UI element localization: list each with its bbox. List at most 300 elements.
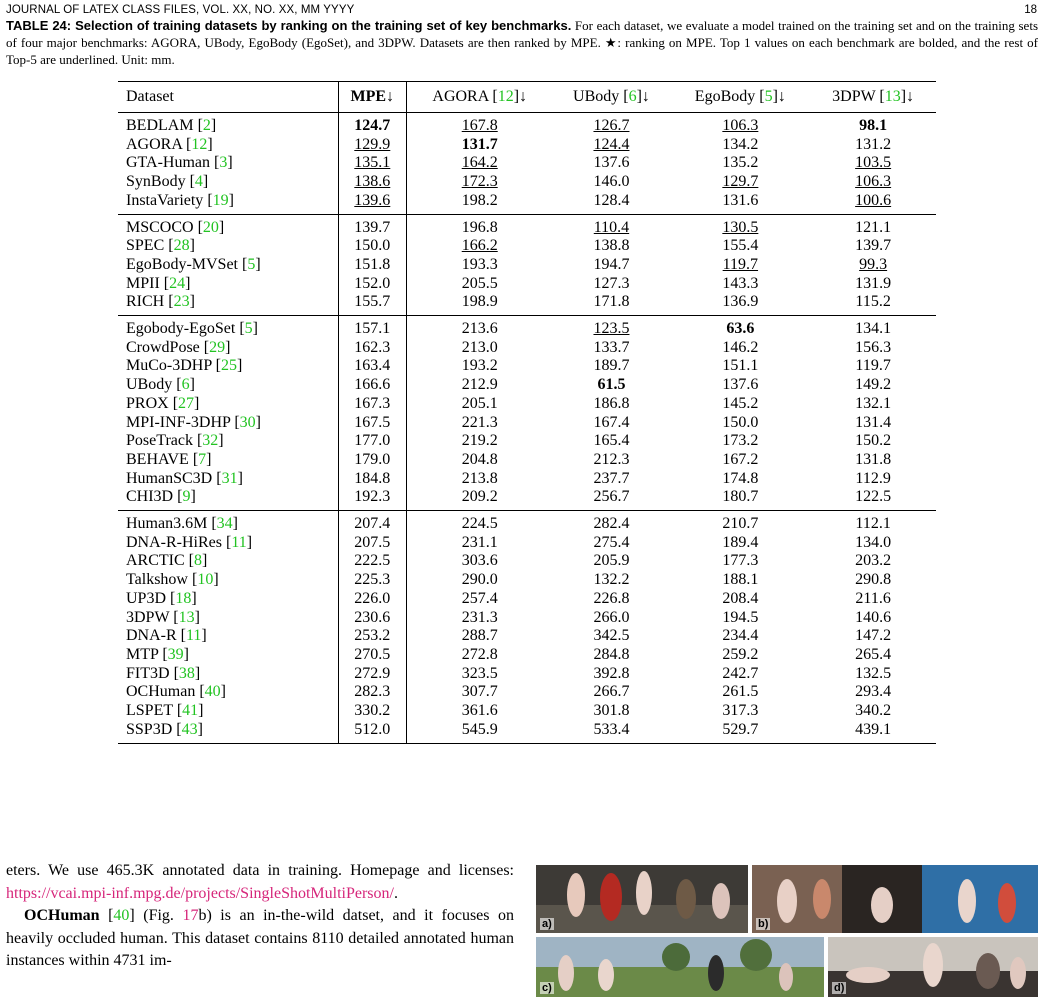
table-row [118,702,936,721]
metric-value: 129.7 [722,173,759,191]
metric-value: 131.4 [855,413,892,431]
citation-link[interactable]: 6 [181,376,190,394]
value-cell [670,646,810,665]
dataset-name: CHI3D [126,488,174,506]
value-cell [406,683,552,702]
metric-value: 212.3 [593,450,630,468]
figure-link[interactable]: 17 [182,907,199,924]
value-cell [810,432,936,451]
value-cell [810,237,936,256]
value-cell [338,590,406,609]
metric-value: 157.1 [354,320,391,338]
value-cell [670,136,810,155]
metric-value: 149.2 [855,376,892,394]
dataset-name: UBody [126,376,173,394]
figure-panel-b [752,865,1038,933]
dataset-name: MPI-INF-3DHP [126,413,231,431]
metric-value: 213.6 [461,320,498,338]
metric-value: 166.6 [354,376,391,394]
value-cell [552,339,670,358]
citation-link[interactable]: 34 [216,515,233,533]
metric-value: 110.4 [593,218,630,236]
table-group [118,113,936,215]
metric-value: 256.7 [593,488,630,506]
page-number: 18 [1024,4,1037,16]
sort-arrow: ]↓ [513,88,528,105]
metric-value: 205.5 [461,274,498,292]
citation-link[interactable]: 38 [178,664,195,682]
value-cell [406,214,552,237]
value-cell [670,154,810,173]
table-row [118,214,936,237]
value-cell [552,154,670,173]
metric-value: 162.3 [354,338,391,356]
value-cell [810,702,936,721]
metric-value: 103.5 [855,154,892,172]
value-cell [338,432,406,451]
table-row [118,136,936,155]
table-row [118,511,936,534]
dataset-name-cell: InstaVariety [19] [118,192,338,214]
citation-link[interactable]: 4 [194,173,203,191]
metric-value: 211.6 [855,589,891,607]
dataset-name-cell: MPI-INF-3DHP [30] [118,414,338,433]
dataset-name: MTP [126,645,159,663]
citation-link[interactable]: 43 [181,720,198,738]
citation-link[interactable]: 12 [497,88,514,105]
table-row [118,113,936,136]
citation-link[interactable]: 5 [764,88,773,105]
metric-value: 301.8 [593,702,630,720]
metric-value: 266.0 [593,608,630,626]
value-cell [552,357,670,376]
metric-value: 173.2 [722,432,759,450]
table-row [118,721,936,743]
metric-value: 140.6 [855,608,892,626]
value-cell [552,214,670,237]
value-cell [338,339,406,358]
table-row [118,646,936,665]
value-cell [810,316,936,339]
citation-link[interactable]: 12 [191,135,208,153]
dataset-name: OCHuman [126,683,196,701]
value-cell [810,609,936,628]
table-row [118,154,936,173]
metric-value: 194.5 [722,608,759,626]
value-cell [338,451,406,470]
dataset-name: UP3D [126,589,167,607]
metric-value: 134.1 [855,320,892,338]
citation-link[interactable]: 19 [212,191,229,209]
metric-value: 171.8 [593,293,630,311]
column-header-name: Dataset [126,88,174,105]
metric-value: 135.1 [354,154,391,172]
metric-value: 119.7 [855,357,891,375]
value-cell [338,414,406,433]
citation-link[interactable]: 11 [186,627,202,645]
value-cell [552,683,670,702]
citation-link[interactable]: 2 [202,117,211,134]
value-cell [552,173,670,192]
metric-value: 284.8 [593,645,630,663]
value-cell [810,256,936,275]
dataset-name-cell: MSCOCO [20] [118,214,338,237]
column-header [552,82,670,113]
metric-value: 106.3 [722,117,759,134]
dataset-name-cell: Talkshow [10] [118,571,338,590]
dataset-name-cell: SSP3D [43] [118,721,338,743]
metric-value: 172.3 [461,173,498,191]
value-cell [810,113,936,136]
metric-value: 138.8 [593,237,630,255]
metric-value: 122.5 [855,488,892,506]
dataset-name-cell: SynBody [4] [118,173,338,192]
dataset-name-cell: ARCTIC [8] [118,552,338,571]
value-cell [810,534,936,553]
table-row [118,627,936,646]
value-cell [552,646,670,665]
panel-label: a) [542,918,552,930]
metric-value: 272.8 [461,645,498,663]
value-cell [670,256,810,275]
dataset-name-cell: Human3.6M [34] [118,511,338,534]
value-cell [338,395,406,414]
citation-link[interactable]: 28 [173,237,190,255]
citation-link[interactable]: 20 [202,218,219,236]
dataset-name: Human3.6M [126,515,208,533]
metric-value: 131.9 [855,274,892,292]
metric-value: 151.8 [354,255,391,273]
value-cell [338,192,406,214]
metric-value: 112.1 [855,515,891,533]
citation-link[interactable]: 5 [247,255,256,273]
dataset-name-cell: DNA-R-HiRes [11] [118,534,338,553]
dataset-name: BEDLAM [126,117,194,134]
value-cell [552,590,670,609]
metric-value: 330.2 [354,702,391,720]
panel-b-image [752,865,1038,933]
value-cell [670,571,810,590]
value-cell [406,192,552,214]
metric-value: 123.5 [593,320,630,338]
table-row [118,552,936,571]
sort-arrow: ↓ [386,88,395,105]
metric-value: 209.2 [461,488,498,506]
value-cell [670,552,810,571]
column-header-name: UBody [ [573,88,629,105]
value-cell [810,683,936,702]
metric-value: 226.8 [593,589,630,607]
metric-value: 193.2 [461,357,498,375]
value-cell [670,721,810,743]
citation-link[interactable]: 40 [113,907,130,924]
citation-link[interactable]: 8 [194,552,202,570]
citation-link[interactable]: 25 [220,357,237,375]
value-cell [670,590,810,609]
metric-value: 219.2 [461,432,498,450]
metric-value: 242.7 [722,664,759,682]
value-cell [552,275,670,294]
metric-value: 303.6 [461,552,498,570]
metric-value: 131.6 [722,191,759,209]
panel-label: d) [834,982,845,994]
metric-value: 207.4 [354,515,391,533]
metric-value: 167.3 [354,394,391,412]
metric-value: 138.6 [354,173,391,191]
value-cell [406,590,552,609]
sort-arrow: ]↓ [636,88,650,105]
value-cell [670,339,810,358]
value-cell [810,552,936,571]
column-header [338,82,406,113]
citation-link[interactable]: 30 [239,413,256,431]
metric-value: 361.6 [461,702,498,720]
value-cell [406,488,552,510]
metric-value: 512.0 [354,720,391,738]
value-cell [810,357,936,376]
metric-value: 139.7 [855,237,892,255]
metric-value: 439.1 [855,720,892,738]
metric-value: 392.8 [593,664,630,682]
metric-value: 130.5 [722,218,759,236]
table-row [118,376,936,395]
citation-link[interactable]: 32 [202,432,219,450]
citation-link[interactable]: 27 [178,394,195,412]
column-header-name: MPE [350,88,387,105]
dataset-name-cell: HumanSC3D [31] [118,470,338,489]
dataset-name-cell: RICH [23] [118,293,338,315]
value-cell [338,136,406,155]
metric-value: 128.4 [593,191,630,209]
dataset-name-cell: MPII [24] [118,275,338,294]
value-cell [670,357,810,376]
value-cell [810,646,936,665]
column-header-name: 3DPW [ [832,88,885,105]
metric-value: 323.5 [461,664,498,682]
citation-link[interactable]: 13 [884,88,901,105]
value-cell [670,665,810,684]
value-cell [338,627,406,646]
value-cell [406,702,552,721]
value-cell [406,432,552,451]
dataset-name-cell: OCHuman [40] [118,683,338,702]
dataset-name: RICH [126,293,165,311]
metric-value: 156.3 [855,338,892,356]
table-group [118,214,936,316]
value-cell [338,511,406,534]
metric-value: 340.2 [855,702,892,720]
metric-value: 198.9 [461,293,498,311]
value-cell [810,721,936,743]
value-cell [670,293,810,315]
value-cell [810,414,936,433]
value-cell [406,395,552,414]
metric-value: 100.6 [855,191,892,209]
metric-value: 225.3 [354,571,391,589]
dataset-name-cell: UP3D [18] [118,590,338,609]
dataset-name-cell: PROX [27] [118,395,338,414]
value-cell [338,214,406,237]
value-cell [670,627,810,646]
citation-link[interactable]: 40 [204,683,221,701]
citation-link[interactable]: 6 [628,88,637,105]
citation-link[interactable]: 5 [244,320,253,338]
metric-value: 99.3 [859,255,888,273]
metric-value: 545.9 [461,720,498,738]
homepage-link[interactable]: https://vcai.mpi-inf.mpg.de/projects/SingleShotMultiPerson/ [6,884,394,902]
value-cell [338,293,406,315]
dataset-name: InstaVariety [126,191,204,209]
value-cell [552,237,670,256]
paragraph-text: eters. We use 465.3K annotated data in training. Homepage and licenses: [6,862,514,879]
citation-link[interactable]: 23 [173,293,190,311]
metric-value: 194.7 [593,255,630,273]
metric-value: 163.4 [354,357,391,375]
value-cell [552,534,670,553]
table-row [118,395,936,414]
value-cell [338,113,406,136]
citation-link[interactable]: 11 [231,533,247,551]
metric-value: 136.9 [722,293,759,311]
value-cell [406,173,552,192]
value-cell [552,113,670,136]
dataset-name: SPEC [126,237,165,255]
value-cell [810,136,936,155]
citation-link[interactable]: 29 [209,338,226,356]
value-cell [670,237,810,256]
metric-value: 177.3 [722,552,759,570]
value-cell [406,511,552,534]
metric-value: 131.8 [855,450,892,468]
value-cell [552,511,670,534]
value-cell [406,627,552,646]
table-row [118,414,936,433]
metric-value: 132.1 [855,394,892,412]
value-cell [552,609,670,628]
table-row [118,470,936,489]
value-cell [670,192,810,214]
metric-value: 293.4 [855,683,892,701]
value-cell [810,571,936,590]
value-cell [338,534,406,553]
value-cell [670,702,810,721]
metric-value: 180.7 [722,488,759,506]
metric-value: 131.7 [461,135,498,153]
value-cell [406,552,552,571]
metric-value: 63.6 [726,320,755,338]
value-cell [338,376,406,395]
dataset-name-cell: DNA-R [11] [118,627,338,646]
dataset-name-cell: SPEC [28] [118,237,338,256]
citation-link[interactable]: 7 [198,450,207,468]
table-row [118,534,936,553]
metric-value: 133.7 [593,338,630,356]
dataset-name-cell: EgoBody-MVSet [5] [118,256,338,275]
value-cell [552,627,670,646]
dataset-name: HumanSC3D [126,469,213,487]
value-cell [406,646,552,665]
value-cell [810,451,936,470]
citation-link[interactable]: 3 [219,154,228,172]
value-cell [338,316,406,339]
panel-label: c) [542,982,552,994]
metric-value: 150.2 [855,432,892,450]
citation-link[interactable]: 41 [182,702,199,720]
metric-value: 119.7 [722,255,759,273]
value-cell [552,395,670,414]
metric-value: 210.7 [722,515,759,533]
value-cell [810,488,936,510]
caption-title: TABLE 24: Selection of training datasets by ranking on the training set of key benchmarks. [6,18,572,33]
citation-link[interactable]: 18 [175,589,192,607]
dataset-name-cell: LSPET [41] [118,702,338,721]
sort-arrow: ]↓ [900,88,915,105]
metric-value: 212.9 [461,376,498,394]
citation-link[interactable]: 24 [169,274,186,292]
citation-link[interactable]: 39 [167,645,184,663]
value-cell [406,136,552,155]
value-cell [670,214,810,237]
value-cell [406,571,552,590]
metric-value: 135.2 [722,154,759,172]
metric-value: 146.2 [722,338,759,356]
citation-link[interactable]: 31 [221,469,238,487]
metric-value: 188.1 [722,571,759,589]
dataset-name: CrowdPose [126,338,200,356]
ochuman-title: OCHuman [24,907,100,924]
value-cell [338,702,406,721]
metric-value: 290.0 [461,571,498,589]
metric-value: 226.0 [354,589,391,607]
metric-value: 186.8 [593,394,630,412]
value-cell [552,136,670,155]
value-cell [552,451,670,470]
metric-value: 106.3 [855,173,892,191]
value-cell [406,609,552,628]
dataset-name-cell: BEHAVE [7] [118,451,338,470]
metric-value: 137.6 [722,376,759,394]
paragraph-homepage [6,860,514,905]
metric-value: 266.7 [593,683,630,701]
metric-value: 213.8 [461,469,498,487]
citation-link[interactable]: 10 [197,571,214,589]
metric-value: 150.0 [722,413,759,431]
metric-value: 198.2 [461,191,498,209]
table-caption [6,17,1038,68]
column-header [118,82,338,113]
value-cell [338,256,406,275]
dataset-name: MPII [126,274,160,292]
citation-link[interactable]: 9 [182,488,191,506]
value-cell [670,376,810,395]
table-row [118,451,936,470]
metric-value: 98.1 [859,117,888,134]
value-cell [406,357,552,376]
value-cell [810,590,936,609]
dataset-name: MSCOCO [126,218,194,236]
citation-link[interactable]: 13 [178,608,195,626]
value-cell [552,665,670,684]
metric-value: 265.4 [855,645,892,663]
value-cell [670,173,810,192]
table-row [118,192,936,214]
metric-value: 253.2 [354,627,391,645]
metric-value: 61.5 [597,376,626,394]
metric-value: 204.8 [461,450,498,468]
value-cell [406,113,552,136]
value-cell [338,275,406,294]
value-cell [670,113,810,136]
